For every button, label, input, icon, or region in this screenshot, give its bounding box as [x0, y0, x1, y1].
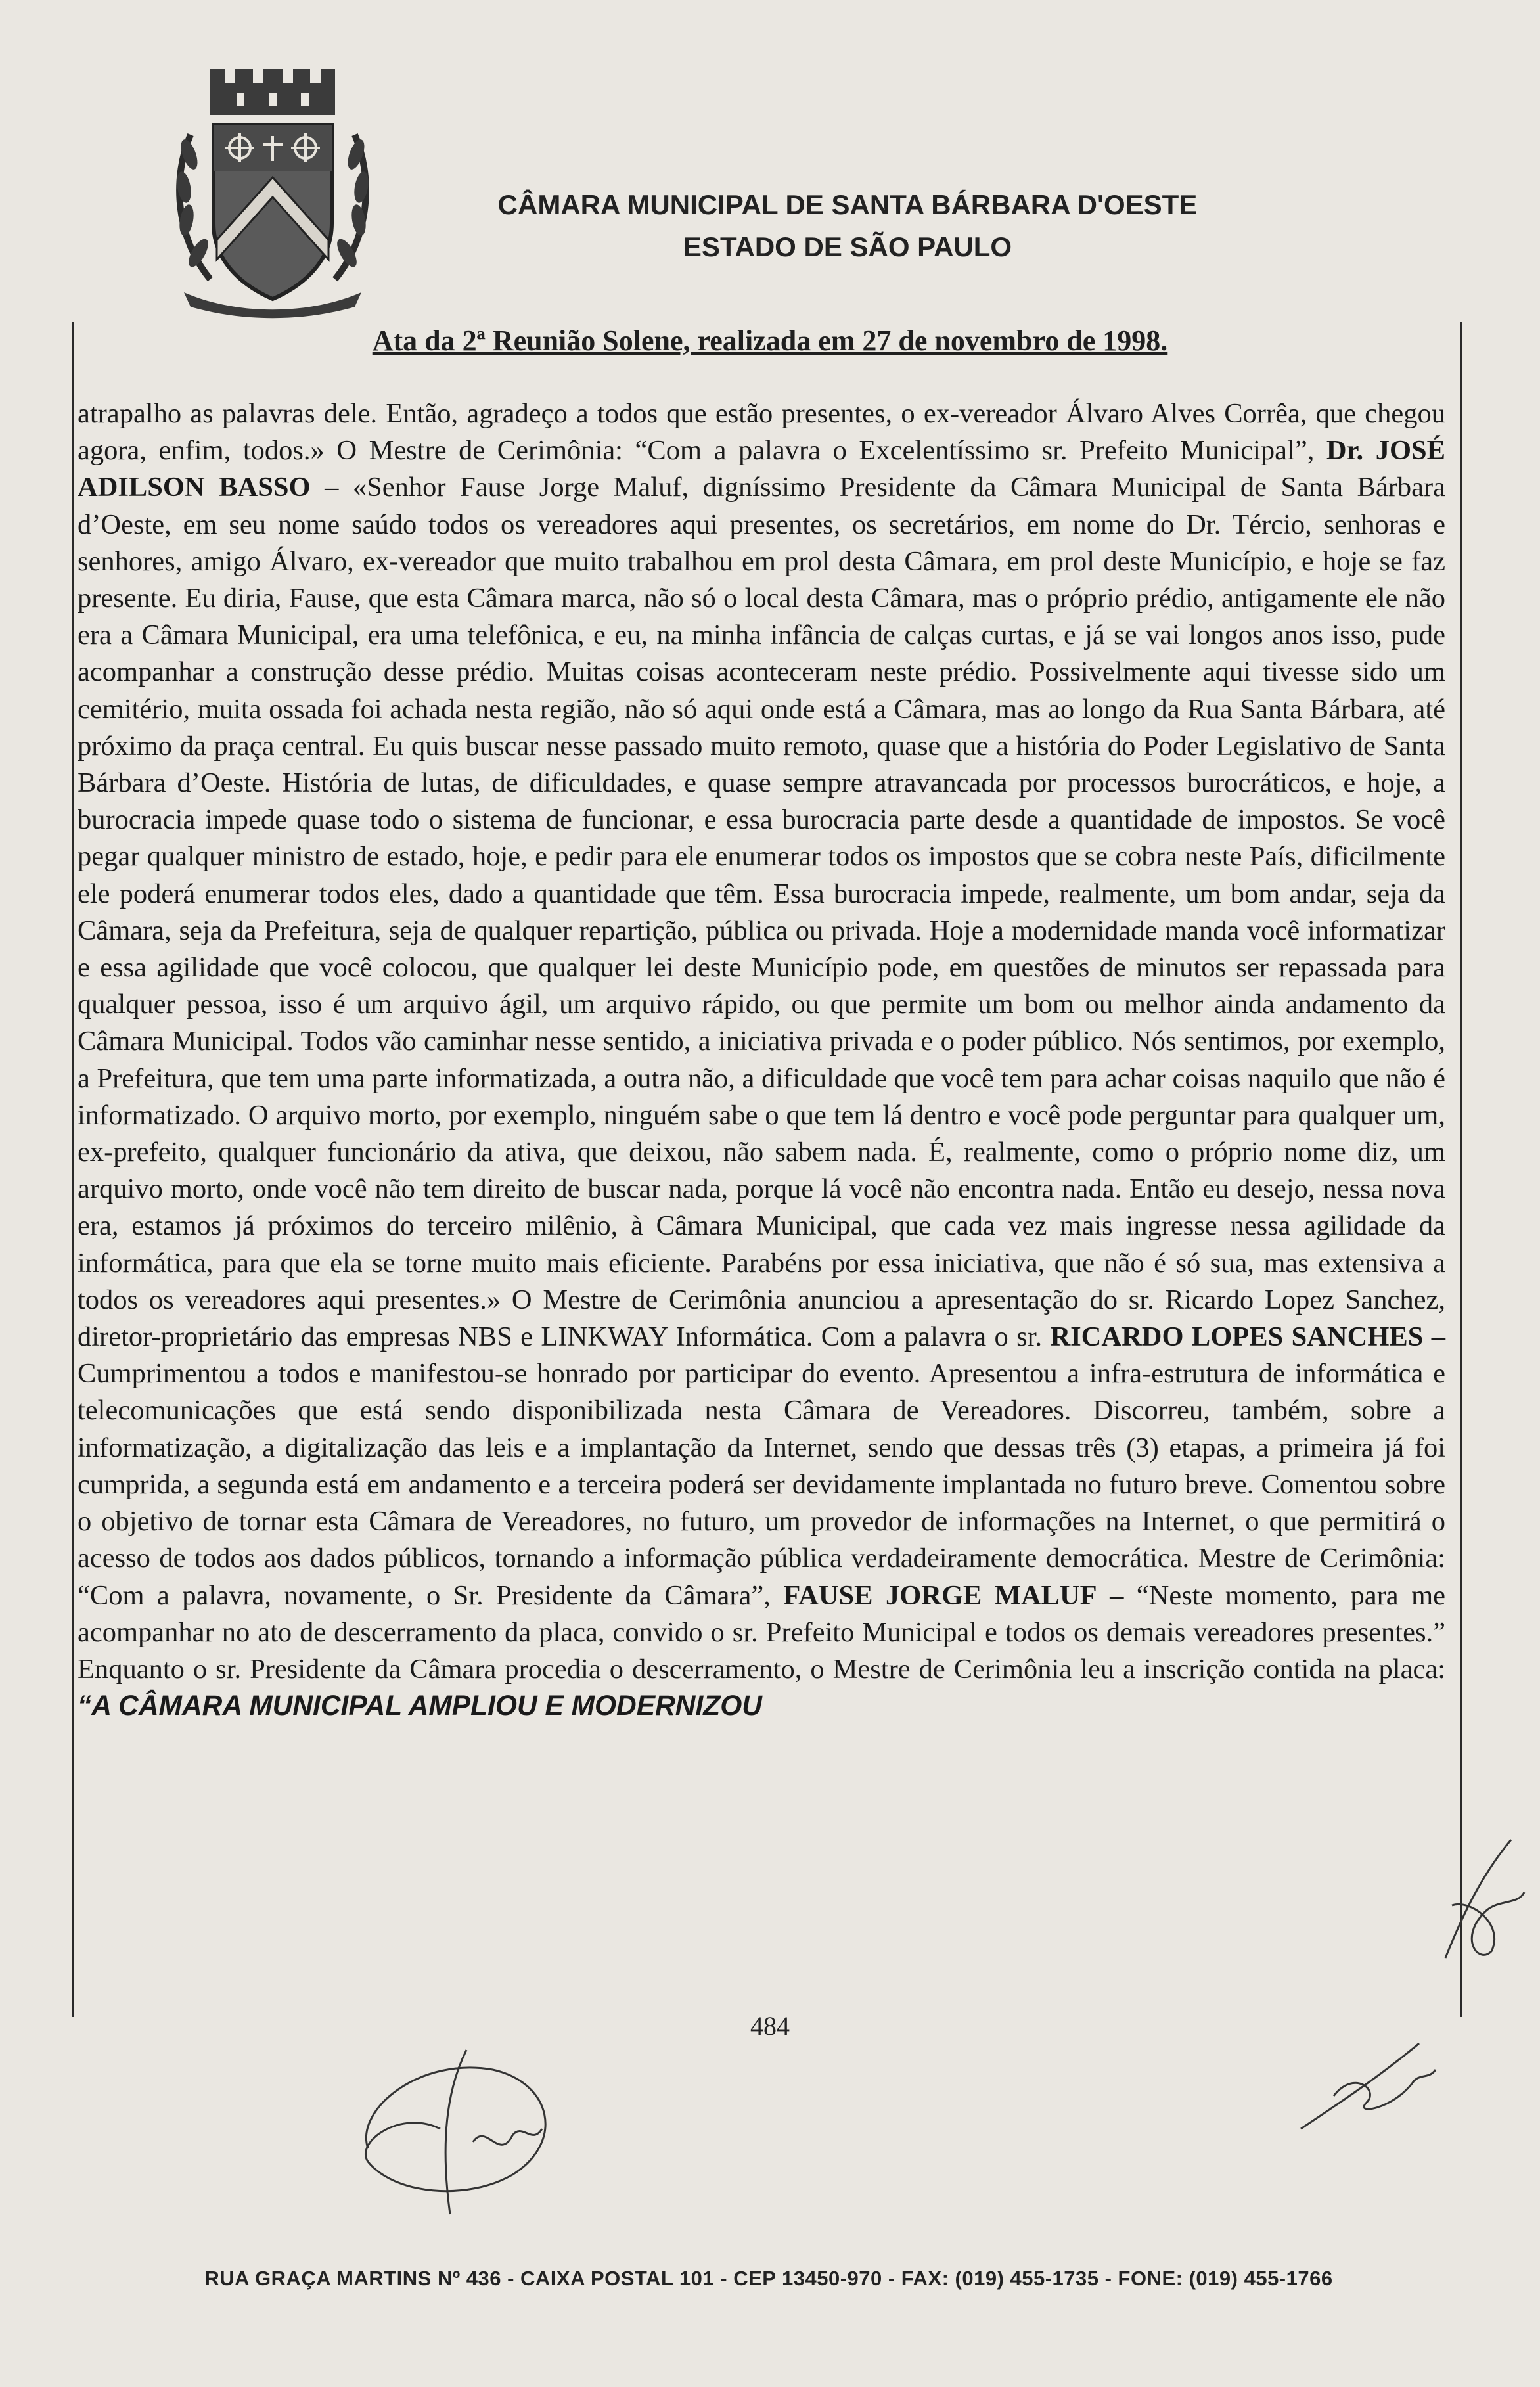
handwritten-initials-bottom-right [1288, 2030, 1445, 2135]
state-name: ESTADO DE SÃO PAULO [683, 231, 1012, 262]
letterhead [420, 184, 1275, 268]
page-number: 484 [750, 2011, 790, 2041]
speaker-name-mayor: Dr. JOSÉ ADILSON BASSO [78, 435, 1445, 503]
left-margin-rule [72, 322, 74, 2017]
right-margin-rule [1460, 322, 1462, 2017]
address-footer: RUA GRAÇA MARTINS Nº 436 - CAIXA POSTAL 101 - CEP 13450-970 - FAX: (019) 455-1735 - FONE: (019) 455-1766 [204, 2267, 1333, 2290]
minutes-title: Ata da 2ª Reunião Solene, realizada em 27 de novembro de 1998. [372, 325, 1168, 357]
chamber-name: CÂMARA MUNICIPAL DE SANTA BÁRBARA D'OESTE [497, 189, 1198, 220]
handwritten-initials-right-margin [1432, 1827, 1531, 1971]
speaker-name-director: RICARDO LOPES SANCHES [1050, 1321, 1424, 1353]
handwritten-signature-left [342, 2030, 618, 2227]
minutes-body [78, 396, 1445, 1725]
body-paragraph-part-4: – “Neste momento, para me acompanhar no ato de descerramento da placa, convido o sr. Prefeito Municipal e todos os demais vereadores presentes.” Enquanto o sr. Presidente da Câmara procedia o descerramento, o Mestre de Cerimônia leu a inscrição contida na placa: [78, 1580, 1446, 1685]
body-paragraph-part-1: atrapalho as palavras dele. Então, agradeço a todos que estão presentes, o ex-vereador Álvaro Alves Corrêa, que chegou agora, enfim, todos.» O Mestre de Cerimônia: “Com a palavra o Excelentíssimo sr. Prefeito Municipal”, [78, 398, 1445, 466]
body-paragraph-part-2: – «Senhor Fause Jorge Maluf, digníssimo Presidente da Câmara Municipal de Santa Bárbara d’Oeste, em seu nome saúdo todos os vereadores aqui presentes, os secretários, em nome do Dr. Tércio, senhoras e senhores, amigo Álvaro, ex-vereador que muito trabalhou em prol desta Câmara, em prol deste Município, e hoje se faz presente. Eu diria, Fause, que esta Câmara marca, não só o local desta Câmara, mas o próprio prédio, antigamente ele não era a Câmara Municipal, era uma telefônica, e eu, na minha infância de calças curtas, e já se vai longos anos isso, pude acompanhar a construção desse prédio. Muitas coisas aconteceram neste prédio. Possivelmente aqui tivesse sido um cemitério, muita ossada foi achada nesta região, não só aqui onde está a Câmara, mas ao longo da Rua Santa Bárbara, até próximo da praça central. Eu quis buscar nesse passado muito remoto, quase que a história do Poder Legislativo de Santa Bárbara d’Oeste. História de lutas, de dificuldades, e quase sempre atravancada por processos burocráticos, e hoje, a burocracia impede quase todo o sistema de funcionar, e essa burocracia parte desde a quantidade de impostos. Se você pegar qualquer ministro de estado, hoje, e pedir para ele enumerar todos os impostos que se cobra neste País, dificilmente ele poderá enumerar todos eles, dado a quantidade que têm. Essa burocracia impede, realmente, um bom andar, seja da Câmara, seja da Prefeitura, seja de qualquer repartição, pública ou privada. Hoje a modernidade manda você informatizar e essa agilidade que você colocou, que qualquer lei deste Município pode, em questões de minutos ser repassada para qualquer pessoa, isso é um arquivo ágil, um arquivo rápido, ou que permite um bom ou melhor ainda andamento da Câmara Municipal. Todos vão caminhar nesse sentido, a iniciativa privada e o poder público. Nós sentimos, por exemplo, a Prefeitura, que tem uma parte informatizada, a outra não, a dificuldade que você tem para achar coisas naquilo que não é informatizado. O arquivo morto, por exemplo, ninguém sabe o que tem lá dentro e você pode perguntar para qualquer um, ex-prefeito, qualquer funcionário da ativa, que deixou, não sabem nada. É, realmente, como o próprio nome diz, um arquivo morto, onde você não tem direito de buscar nada, porque lá você não encontra nada. Então eu desejo, nessa nova era, estamos já próximos do terceiro milênio, à Câmara Municipal, que cada vez mais ingresse nessa agilidade da informática, para que ela se torne muito mais eficiente. Parabéns por essa iniciativa, que não é só sua, mas extensiva a todos os vereadores aqui presentes.» O Mestre de Cerimônia anunciou a apresentação do sr. Ricardo Lopez Sanchez, diretor-proprietário das empresas NBS e LINKWAY Informática. Com a palavra o sr. [78, 472, 1445, 1353]
coat-of-arms-seal [164, 62, 381, 319]
body-paragraph-part-3: – Cumprimentou a todos e manifestou-se honrado por participar do evento. Apresentou a infra-estrutura de informática e telecomunicações que está sendo disponibilizada nesta Câmara de Vereadores. Discorreu, também, sobre a informatização, a digitalização das leis e a implantação da Internet, sendo que dessas três (3) etapas, a primeira já foi cumprida, a segunda está em andamento e a terceira poderá ser devidamente implantada no futuro breve. Comentou sobre o objetivo de tornar esta Câmara de Vereadores, no futuro, um provedor de informações na Internet, o que permitirá o acesso de todos aos dados públicos, tornando a informação pública verdadeiramente democrática. Mestre de Cerimônia: “Com a palavra, novamente, o Sr. Presidente da Câmara”, [78, 1321, 1445, 1611]
speaker-name-president: FAUSE JORGE MALUF [783, 1580, 1097, 1611]
plaque-inscription: “A CÂMARA MUNICIPAL AMPLIOU E MODERNIZOU [78, 1691, 762, 1722]
